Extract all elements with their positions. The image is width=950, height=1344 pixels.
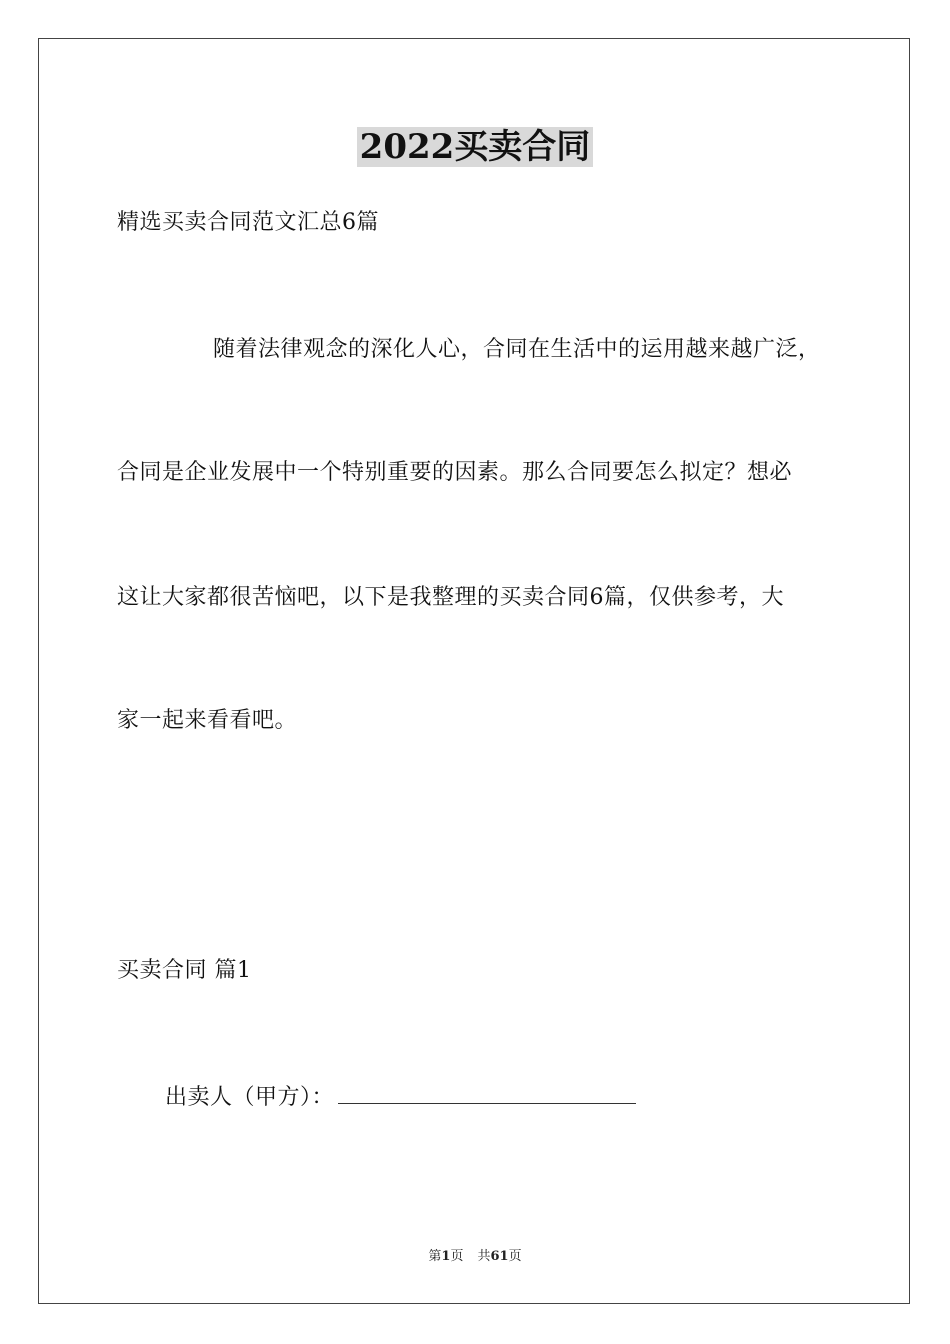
footer-page-total: 61 <box>490 1249 509 1264</box>
intro-line-3: 这让大家都很苦恼吧，以下是我整理的买卖合同6篇，仅供参考，大 <box>117 585 784 610</box>
footer-total-prefix: 共 <box>477 1249 491 1264</box>
intro-line-1: 随着法律观念的深化人心，合同在生活中的运用越来越广泛， <box>213 337 821 362</box>
section-heading: 买卖合同 篇1 <box>117 958 252 983</box>
seller-label: 出卖人（甲方）： <box>165 1085 335 1110</box>
footer-total-unit: 页 <box>508 1249 522 1264</box>
intro-line-2: 合同是企业发展中一个特别重要的因素。那么合同要怎么拟定？想必 <box>117 460 793 485</box>
intro-line-4: 家一起来看看吧。 <box>117 708 298 733</box>
footer-page-prefix: 第 <box>428 1249 442 1264</box>
document-title <box>0 125 950 169</box>
seller-blank-line[interactable] <box>338 1081 636 1104</box>
document-subtitle: 精选买卖合同范文汇总6篇 <box>117 210 379 235</box>
seller-field-row <box>165 1081 636 1113</box>
footer-page-current: 1 <box>441 1249 451 1264</box>
document-title-text: 2022买卖合同 <box>357 127 594 167</box>
footer-page-unit: 页 <box>450 1249 464 1264</box>
page-footer <box>0 1248 950 1266</box>
